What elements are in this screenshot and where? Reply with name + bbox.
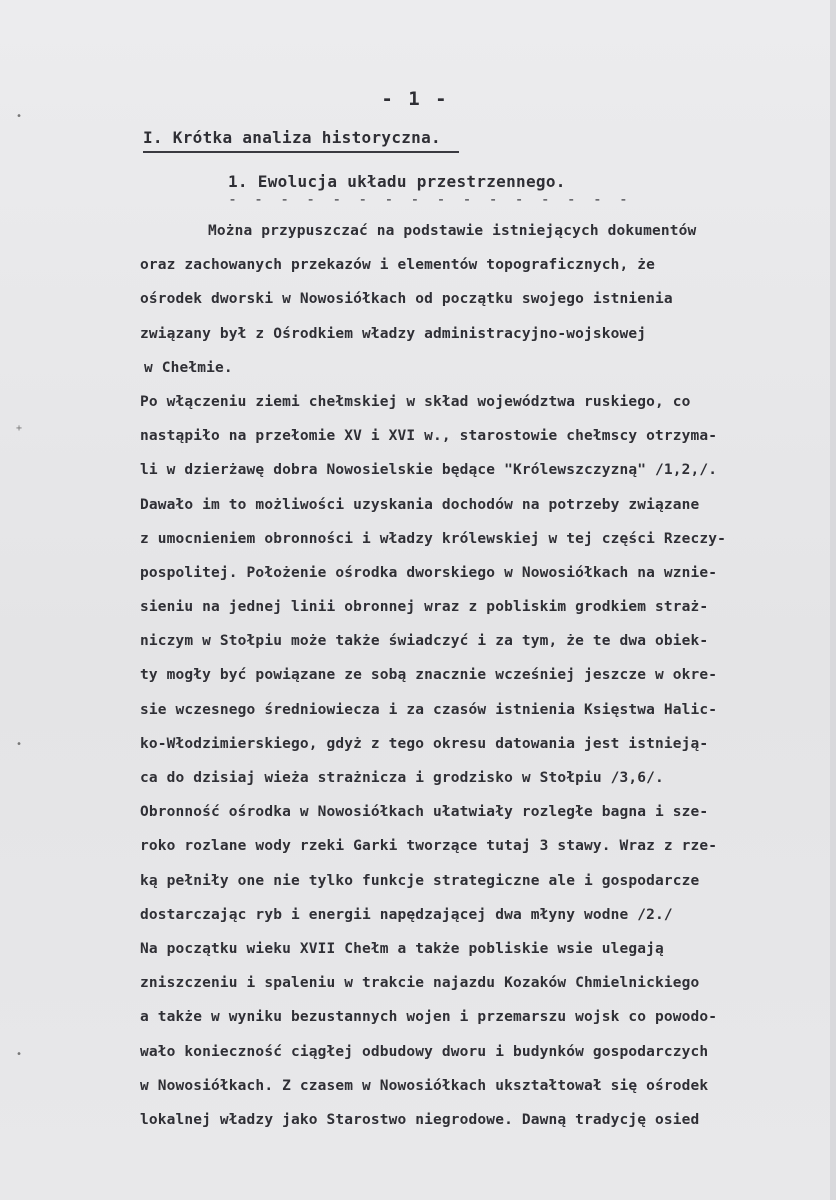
text-line: sieniu na jednej linii obronnej wraz z pobliskim grodkiem straż- — [140, 599, 709, 616]
chapter-title: I. Krótka analiza historyczna. — [143, 128, 441, 147]
text-line: zniszczeniu i spaleniu w trakcie najazdu Kozaków Chmielnickiego — [140, 975, 700, 992]
text-line: w Chełmie. — [144, 359, 233, 376]
text-line: sie wczesnego średniowiecza i za czasów istnienia Księstwa Halic- — [140, 701, 718, 718]
text-line: niczym w Stołpiu może także świadczyć i za tym, że te dwa obiek- — [140, 633, 709, 650]
text-line: Po włączeniu ziemi chełmskiej w skład województwa ruskiego, co — [140, 393, 691, 410]
punch-mark: • — [16, 1049, 23, 1060]
text-line: pospolitej. Położenie ośrodka dworskiego w Nowosiółkach na wznie- — [140, 564, 718, 581]
text-line: ko-Włodzimierskiego, gdyż z tego okresu datowania jest istnieją- — [140, 735, 709, 752]
page-number: - 1 - — [381, 88, 449, 110]
body-text — [140, 214, 830, 1137]
punch-mark: • — [16, 739, 23, 750]
text-line: ty mogły być powiązane ze sobą znacznie wcześniej jeszcze w okre- — [140, 667, 718, 684]
text-line: z umocnieniem obronności i władzy królewskiej w tej części Rzeczy- — [140, 530, 727, 547]
text-line: roko rozlane wody rzeki Garki tworzące tutaj 3 stawy. Wraz z rze- — [140, 838, 718, 855]
text-line: lokalnej władzy jako Starostwo niegrodowe. Dawną tradycję osied — [140, 1111, 700, 1128]
section-title: 1. Ewolucja układu przestrzennego. — [228, 172, 566, 191]
section-underline: - - - - - - - - - - - - - - - - — [228, 190, 632, 208]
text-line: Można przypuszczać na podstawie istniejących dokumentów — [208, 223, 697, 239]
punch-mark: + — [16, 423, 23, 434]
text-line: w Nowosiółkach. Z czasem w Nowosiółkach ukształtował się ośrodek — [140, 1077, 709, 1094]
text-line: wało konieczność ciągłej odbudowy dworu i budynków gospodarczych — [140, 1043, 709, 1060]
text-line: dostarczając ryb i energii napędzającej dwa młyny wodne /2./ — [140, 906, 673, 923]
text-line: ca do dzisiaj wieża strażnicza i grodzisko w Stołpiu /3,6/. — [140, 770, 664, 786]
chapter-underline — [143, 151, 459, 153]
text-line: Na początku wieku XVII Chełm a także pobliskie wsie ulegają — [140, 940, 664, 957]
text-line: nastąpiło na przełomie XV i XVI w., starostowie chełmscy otrzyma- — [140, 428, 718, 445]
text-line: a także w wyniku bezustannych wojen i przemarszu wojsk co powodo- — [140, 1009, 718, 1026]
text-line: li w dzierżawę dobra Nowosielskie będące "Królewszczyzną" /1,2,/. — [140, 462, 718, 479]
text-line: oraz zachowanych przekazów i elementów topograficznych, że — [140, 257, 656, 274]
text-line: związany był z Ośrodkiem władzy administracyjno-wojskowej — [140, 325, 647, 342]
text-line: Obronność ośrodka w Nowosiółkach ułatwiały rozległe bagna i sze- — [140, 804, 709, 821]
punch-mark: • — [16, 111, 23, 122]
text-line: Dawało im to możliwości uzyskania dochodów na potrzeby związane — [140, 496, 700, 513]
page-edge — [830, 0, 836, 1200]
text-line: ośrodek dworski w Nowosiółkach od początku swojego istnienia — [140, 291, 673, 308]
text-line: ką pełniły one nie tylko funkcje strategiczne ale i gospodarcze — [140, 872, 700, 889]
